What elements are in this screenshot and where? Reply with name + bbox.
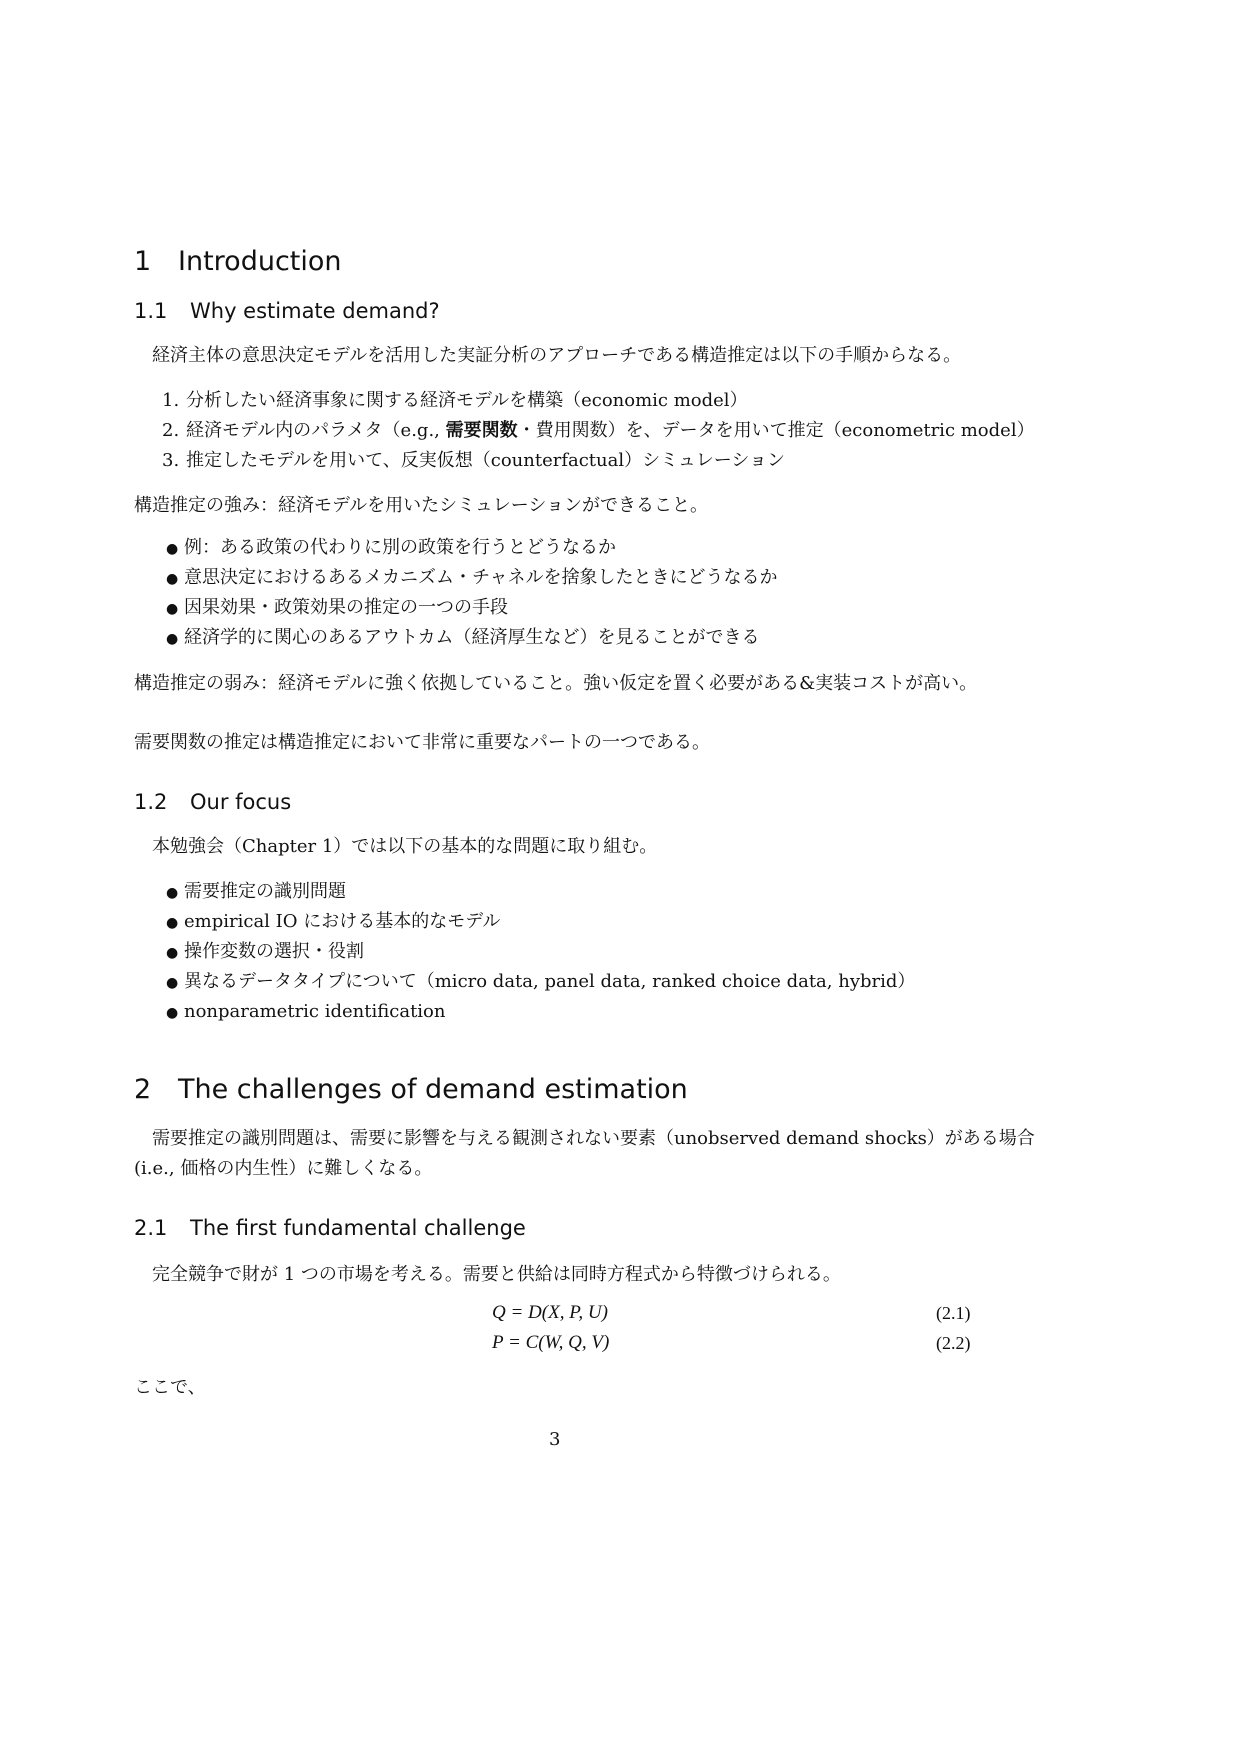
subsection-title: The first fundamental challenge bbox=[190, 1216, 526, 1240]
paragraph-weakness: 構造推定の弱み：経済モデルに強く依拠していること。強い仮定を置く必要がある&実装コストが高い。 bbox=[134, 673, 978, 694]
paragraph-focus-intro: 本勉強会（Chapter 1）では以下の基本的な問題に取り組む。 bbox=[152, 836, 658, 857]
subsection-number: 2.1 bbox=[134, 1216, 168, 1240]
list-text: 推定したモデルを用いて、反実仮想（counterfactual）シミュレーション bbox=[186, 450, 786, 471]
list-text: 経済学的に関心のあるアウトカム（経済厚生など）を見ることができる bbox=[184, 627, 760, 648]
bullet-icon: ● bbox=[166, 601, 179, 617]
list-item-focus bbox=[166, 940, 364, 965]
bullet-icon: ● bbox=[166, 571, 179, 587]
subsection-number: 1.2 bbox=[134, 790, 168, 814]
paragraph-intro: 経済主体の意思決定モデルを活用した実証分析のアプローチである構造推定は以下の手順からなる。 bbox=[152, 345, 962, 366]
list-item-strength bbox=[166, 566, 777, 591]
page-number: 3 bbox=[549, 1429, 561, 1450]
section-heading-1 bbox=[134, 246, 342, 277]
list-text: 分析したい経済事象に関する経済モデルを構築（economic model） bbox=[186, 390, 748, 411]
equation-label-2-1: (2.1) bbox=[936, 1303, 971, 1323]
list-text: 意思決定におけるあるメカニズム・チャネルを捨象したときにどうなるか bbox=[184, 567, 778, 588]
subsection-heading-1-2 bbox=[134, 790, 291, 814]
list-text-bold: 需要関数 bbox=[445, 420, 518, 441]
list-item-strength bbox=[166, 596, 508, 621]
subsection-title: Our focus bbox=[190, 790, 292, 814]
subsection-title: Why estimate demand? bbox=[190, 299, 440, 323]
bullet-icon: ● bbox=[166, 975, 179, 991]
list-item-strength bbox=[166, 536, 616, 561]
equation-2-1: Q = D(X, P, U) bbox=[492, 1302, 608, 1323]
list-item-step-2 bbox=[162, 419, 1035, 443]
paragraph-importance: 需要関数の推定は構造推定において非常に重要なパートの一つである。 bbox=[134, 732, 710, 753]
list-text-post: ・費用関数）を、データを用いて推定（econometric model） bbox=[517, 420, 1035, 441]
subsection-number: 1.1 bbox=[134, 299, 168, 323]
bullet-icon: ● bbox=[166, 915, 179, 931]
list-number: 2. bbox=[162, 420, 180, 441]
paragraph-strength: 構造推定の強み：経済モデルを用いたシミュレーションができること。 bbox=[134, 495, 709, 516]
equation-label-2-2: (2.2) bbox=[936, 1333, 971, 1353]
list-item-focus bbox=[166, 910, 500, 935]
list-text: 因果効果・政策効果の推定の一つの手段 bbox=[184, 597, 508, 618]
bullet-icon: ● bbox=[166, 1005, 179, 1021]
list-text: nonparametric identification bbox=[184, 1001, 446, 1022]
list-item-focus bbox=[166, 970, 915, 995]
bullet-icon: ● bbox=[166, 945, 179, 961]
paragraph-s2-1-intro: 完全競争で財が 1 つの市場を考える。需要と供給は同時方程式から特徴づけられる。 bbox=[152, 1264, 841, 1285]
list-text: 例：ある政策の代わりに別の政策を行うとどうなるか bbox=[184, 537, 616, 558]
list-item-focus bbox=[166, 1000, 445, 1025]
section-number: 1 bbox=[134, 246, 152, 277]
subsection-heading-2-1 bbox=[134, 1216, 526, 1240]
paragraph-s2-intro-line2: (i.e., 価格の内生性）に難しくなる。 bbox=[134, 1158, 433, 1179]
section-title: Introduction bbox=[178, 246, 342, 277]
list-text: 需要推定の識別問題 bbox=[184, 881, 346, 902]
paragraph-after-equations: ここで、 bbox=[134, 1377, 206, 1398]
list-item-focus bbox=[166, 880, 346, 905]
bullet-icon: ● bbox=[166, 541, 179, 557]
bullet-icon: ● bbox=[166, 631, 179, 647]
list-text: 異なるデータタイプについて（micro data, panel data, ranked choice data, hybrid） bbox=[184, 971, 916, 992]
list-number: 1. bbox=[162, 390, 180, 411]
list-text: empirical IO における基本的なモデル bbox=[184, 911, 501, 932]
list-number: 3. bbox=[162, 450, 180, 471]
equation-2-2: P = C(W, Q, V) bbox=[492, 1332, 610, 1353]
paragraph-s2-intro-line1: 需要推定の識別問題は、需要に影響を与える観測されない要素（unobserved demand shocks）がある場合 bbox=[152, 1128, 1035, 1149]
section-heading-2 bbox=[134, 1074, 688, 1105]
list-item-strength bbox=[166, 626, 759, 651]
section-title: The challenges of demand estimation bbox=[178, 1074, 688, 1105]
list-item-step-3 bbox=[162, 449, 785, 473]
list-text: 操作変数の選択・役割 bbox=[184, 941, 364, 962]
list-item-step-1 bbox=[162, 389, 748, 413]
list-text-pre: 経済モデル内のパラメタ（e.g., bbox=[186, 420, 446, 441]
section-number: 2 bbox=[134, 1074, 152, 1105]
bullet-icon: ● bbox=[166, 885, 179, 901]
subsection-heading-1-1 bbox=[134, 299, 440, 323]
